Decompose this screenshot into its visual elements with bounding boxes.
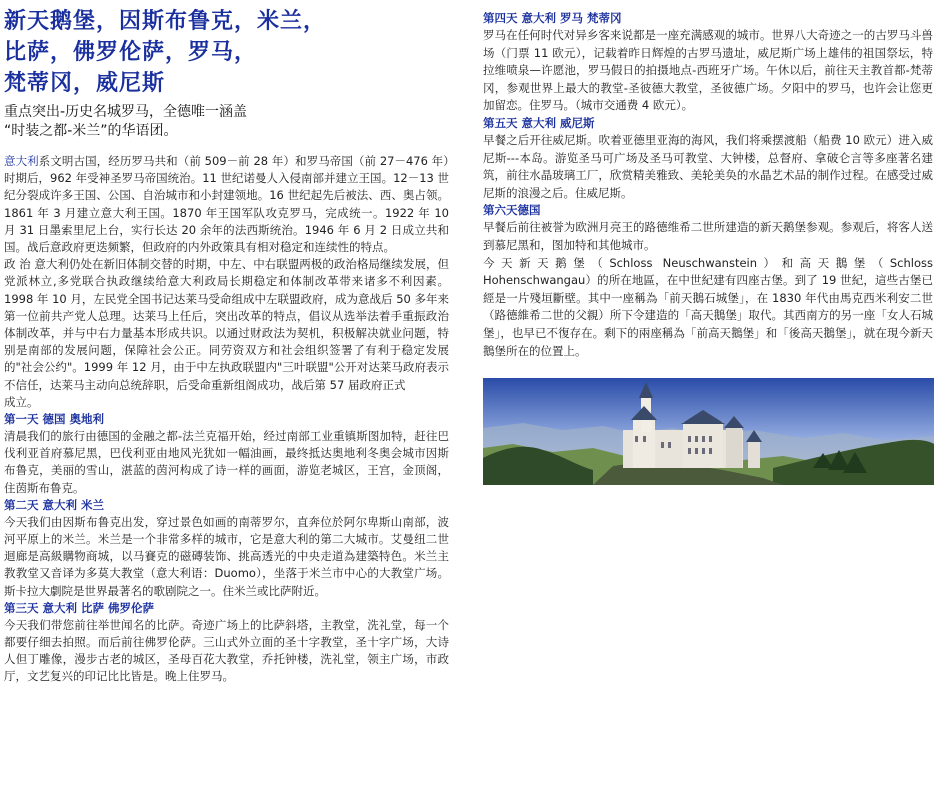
castle-photo bbox=[483, 378, 934, 485]
title-line-2: 比萨，佛罗伦萨，罗马， bbox=[4, 40, 258, 65]
italy-intro-text: 系文明古国，经历罗马共和（前 509－前 28 年）和罗马帝国（前 27－476 年）时期后，962 年受神圣罗马帝国统治。11 世纪诺曼人入侵南部并建立王国。12－13 世纪分裂成许多王国、公国、自治城市和小封建领地。16 世纪起先后被法、西、奥占领。1861 年 3 月建立意大利王国。1870 年王国军队攻克罗马，完成统一。1922 年 10 月 31 日墨索里尼上台，实行长达 20 余年的法西斯统治。1946 年 6 月 2 日成立共和国。战后意政府更迭频繁，但政府的内外政策具有相对稳定和连续性的特点。 bbox=[4, 154, 449, 255]
title-line-1: 新天鹅堡，因斯布鲁克，米兰， bbox=[4, 9, 327, 34]
day-6-body: 早餐后前往被誉为欧洲月亮王的路德维希二世所建造的新天鹅堡参观。参观后，将客人送到慕尼黑和，图加特和其他城市。 bbox=[483, 220, 933, 252]
italy-intro-paragraph bbox=[4, 153, 449, 256]
day-2-body: 今天我们由因斯布鲁克出发，穿过景色如画的南蒂罗尔，直奔位於阿尔卑斯山南部，波河平原上的米兰。米兰是一个非常多样的城市，它是意大利的第二大城市。艾曼纽二世迴廊是高級購物商城，以马賽克的磁磚装饰、挑高透光的中央走道為建築特色。米兰主教教堂又音译为多莫大教堂（意大利语：Duomo），坐落于米兰市中心的大教堂广场。斯卡拉大劇院是世界最著名的歌剧院之一。住米兰或比萨附近。 bbox=[4, 514, 449, 598]
day-1-heading: 第一天 德国 奥地利 bbox=[4, 412, 105, 427]
day-3-heading: 第三天 意大利 比萨 佛罗伦萨 bbox=[4, 600, 155, 615]
day-4-heading: 第四天 意大利 罗马 梵蒂冈 bbox=[483, 11, 622, 25]
subtitle-line-1: 重点突出-历史名城罗马，全德唯一涵盖 bbox=[4, 104, 248, 120]
italy-politics-end: 成立。 bbox=[4, 394, 39, 409]
day-4-body: 罗马在任何时代对异乡客来说都是一座充满感观的城市。世界八大奇迹之一的古罗马斗兽场（门票 11 欧元），记载着昨日辉煌的古罗马遗址，威尼斯广场上雄伟的祖国祭坛，特拉维喷泉—许愿池，罗马假日的拍摄地点-西班牙广场。午休以后，前往天主教首都-梵蒂冈，参观世界上最大的教堂-圣彼德大教堂，圣彼德广场。夕阳中的罗马，也许会让您更加留恋。住罗马。（城市交通费 4 欧元）。 bbox=[483, 28, 933, 113]
italy-politics-paragraph: 政 治 意大利仍处在新旧体制交替的时期，中左、中右联盟两极的政治格局继续发展，但党派林立,多党联合执政继续给意大利政局长期稳定和体制改革带来诸多不利因素。1998 年 10 月，左民党全国书记达莱马受命组成中左联盟政府，成为意战后 50 多年来第一位前共产党人总理。达莱马上任后，突出改革的特点，倡议从选举法着手重振政治体制改革，并与中右力量基本形成共识。以通过财政法为契机，积极解决就业问题，特别是南部的发展问题，保障社会公正。同劳资双方和社会组织签署了有利于稳定发展的"社会公约"。1999 年 12 月，由于中左执政联盟内"三叶联盟"公开对达莱马政府表示不信任，达莱马主动向总统辞职，后受命重新组阁成功，战后第 57 届政府正式 bbox=[4, 257, 449, 392]
neuschwanstein-paragraph: 今天新天鹅堡（Schloss Neuschwanstein）和高天鵝堡（Schloss Hohenschwangau）的所在地區，在中世紀建有四座古堡。到了 19 世紀，這些古堡已經是一片殘垣斷壁。其中一座稱為「前天鵝石城堡」，在 1830 年代由馬克西米利安二世（路德維希二世的父親）所下令建造的「高天鵝堡」取代。其西南方的另一座「女人石城堡」，也早已不復存在。剩下的兩座稱為「前高天鵝堡」和「後高天鵝堡」，就在現今新天鵝堡所在的位置上。 bbox=[483, 255, 933, 358]
day-6-heading: 第六天德国 bbox=[483, 203, 541, 218]
day-5-heading: 第五天 意大利 威尼斯 bbox=[483, 115, 595, 130]
day-2-heading: 第二天 意大利 米兰 bbox=[4, 497, 105, 512]
title-line-3: 梵蒂冈，威尼斯 bbox=[4, 71, 166, 96]
castle-illustration bbox=[483, 378, 934, 485]
day-1-body: 清晨我们的旅行由德国的金融之都-法兰克福开始，经过南部工业重镇斯图加特，赶往巴伐利亚首府慕尼黑，巴伐利亚由地风光犹如一幅油画，最终抵达奥地利冬奥会城市因斯布鲁克，美丽的雪山，湛蓝的茵河构成了诗一样的画面，游览老城区，王宫，金顶阁，住茵斯布鲁克。 bbox=[4, 429, 449, 495]
day-3-body: 今天我们带您前往举世闻名的比萨。奇迹广场上的比萨斜塔，主教堂，洗礼堂，每一个都要仔细去拍照。而后前往佛罗伦萨。三山式外立面的圣十字教堂，圣十字广场，大诗人但丁雕像，漫步古老的城区，圣母百花大教堂，乔托钟楼，洗礼堂，领主广场，市政厅，文艺复兴的印记比比皆是。晚上住罗马。 bbox=[4, 617, 449, 684]
page-subtitle bbox=[4, 103, 449, 141]
day-5-body: 早餐之后开往威尼斯。吹着亚德里亚海的海风，我们将乘摆渡船（船费 10 欧元）进入威尼斯---本岛。游览圣马可广场及圣马可教堂、大钟楼，总督府、拿破仑言等多座著名建筑，前往水晶玻璃工厂，欣赏精美雅致、美轮美奂的水晶艺术品的制作过程。在感受过威尼斯的浪漫之后。住威尼斯。 bbox=[483, 132, 933, 200]
page-title bbox=[4, 6, 449, 99]
right-column bbox=[483, 0, 933, 485]
italy-keyword: 意大利 bbox=[4, 154, 39, 168]
left-column bbox=[4, 0, 449, 686]
subtitle-line-2: “时装之都-米兰”的华语团。 bbox=[4, 123, 178, 139]
